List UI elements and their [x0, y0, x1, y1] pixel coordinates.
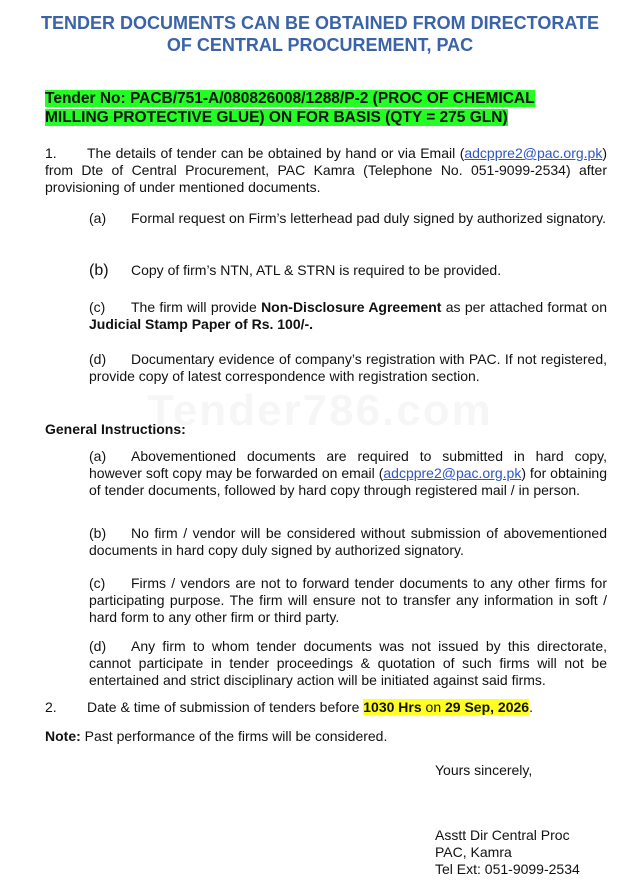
tender-number-heading	[45, 89, 605, 127]
paragraph-2	[45, 699, 607, 716]
item-tag: (b)	[89, 525, 107, 541]
paragraph-number: 1.	[45, 145, 57, 161]
item-bold-text: Judicial Stamp Paper of Rs. 100/-.	[89, 316, 314, 332]
paragraph-text: Date & time of submission of tenders before	[87, 699, 364, 715]
item-tag: (c)	[89, 575, 106, 591]
signature-block	[435, 827, 580, 878]
item-tag: (b)	[89, 262, 109, 279]
title-line-1: TENDER DOCUMENTS CAN BE OBTAINED FROM DIRECTORATE	[41, 13, 599, 33]
signature-line-3: Tel Ext: 051-9099-2534	[435, 861, 580, 877]
item-text: Documentary evidence of company’s registration with PAC. If not registered, provide copy of latest correspondence with registration section.	[89, 351, 607, 384]
item-c	[89, 299, 607, 333]
note-label: Note:	[45, 728, 81, 744]
item-text: Formal request on Firm’s letterhead pad duly signed by authorized signatory.	[131, 210, 606, 226]
general-item-a	[89, 448, 607, 499]
title-line-2: OF CENTRAL PROCUREMENT, PAC	[166, 35, 474, 55]
paragraph-end: .	[529, 699, 533, 715]
signature-line-1: Asstt Dir Central Proc	[435, 827, 570, 843]
submission-on: on	[421, 699, 445, 715]
item-text: Copy of firm’s NTN, ATL & STRN is required to be provided.	[131, 262, 502, 278]
submission-time: 1030 Hrs	[363, 699, 422, 715]
item-text: Abovementioned documents are required to submitted in hard copy, however soft copy may be forwarded on email (	[89, 448, 607, 481]
item-tag: (a)	[89, 448, 107, 464]
submission-date: 29 Sep, 2026	[445, 699, 530, 715]
item-d	[89, 351, 607, 385]
paragraph-1	[45, 145, 607, 196]
paragraph-number: 2.	[45, 699, 57, 715]
item-text: Any firm to whom tender documents was not issued by this directorate, cannot participate in tender proceedings & quotation of such firms will not be entertained and strict disciplinary action will be initiated against said firms.	[89, 638, 607, 688]
item-text: No firm / vendor will be considered without submission of abovementioned documents in hard copy duly signed by authorized signatory.	[89, 525, 607, 558]
signature-line-2: PAC, Kamra	[435, 844, 512, 860]
item-bold-text: Non-Disclosure Agreement	[261, 299, 442, 315]
item-text: as per attached format on	[441, 299, 607, 315]
item-text: ) for obtaining of tender documents, followed by hard copy through registered mail / in person.	[89, 465, 608, 498]
item-b	[89, 262, 607, 279]
item-text: The firm will provide	[131, 299, 262, 315]
document-title	[20, 12, 620, 56]
item-tag: (d)	[89, 638, 107, 654]
general-item-b	[89, 525, 607, 559]
item-text: Firms / vendors are not to forward tender documents to any other firms for participating purpose. The firm will ensure not to transfer any information in soft / hard form to any other firm or third party.	[89, 575, 607, 625]
tender-line-2: MILLING PROTECTIVE GLUE) ON FOR BASIS (QTY = 275 GLN)	[45, 109, 508, 126]
paragraph-text: ) from Dte of Central Procurement, PAC Kamra (Telephone No. 051-9099-2534) after provisioning of under mentioned documents.	[45, 145, 607, 195]
tender-line-1: Tender No: PACB/751-A/080826008/1288/P-2 (PROC OF CHEMICAL	[45, 90, 535, 107]
paragraph-text: The details of tender can be obtained by hand or via Email (	[87, 145, 465, 161]
closing: Yours sincerely,	[435, 762, 533, 778]
email-link[interactable]: adcppre2@pac.org.pk	[383, 465, 522, 481]
note	[45, 728, 607, 745]
email-link[interactable]: adcppre2@pac.org.pk	[464, 145, 603, 161]
item-tag: (c)	[89, 299, 106, 315]
item-a	[89, 210, 607, 227]
item-tag: (a)	[89, 210, 107, 226]
note-text: Past performance of the firms will be considered.	[80, 728, 388, 744]
general-item-c	[89, 575, 607, 626]
general-item-d	[89, 638, 607, 689]
general-instructions-heading: General Instructions:	[45, 421, 186, 437]
item-tag: (d)	[89, 351, 107, 367]
